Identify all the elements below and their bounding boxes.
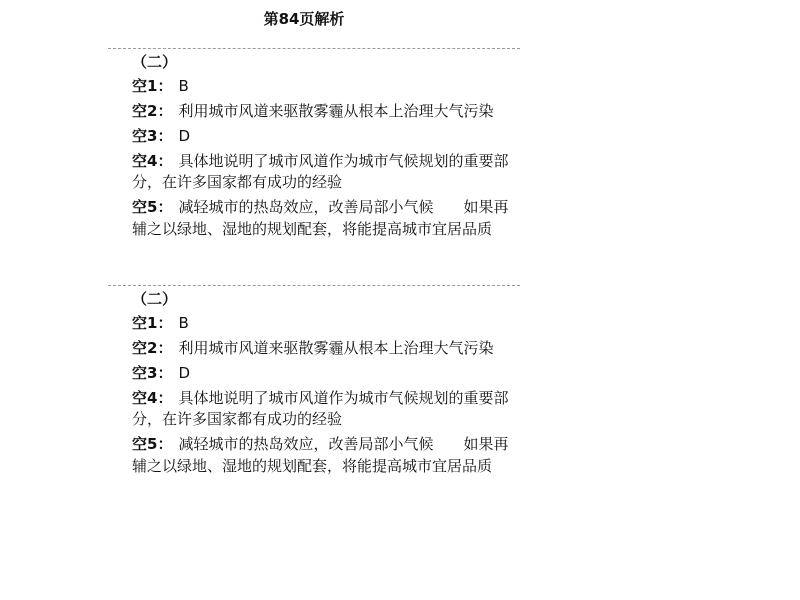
section-heading: （二）: [132, 290, 178, 308]
page-title: 第84页解析: [263, 10, 345, 28]
answer-item: [132, 388, 520, 431]
answer-separator: ：: [157, 101, 173, 120]
answer-separator: ：: [157, 338, 173, 357]
answer-text: B: [178, 76, 189, 95]
answer-label: 空5: [132, 435, 158, 453]
answer-text: 减轻城市的热岛效应，改善局部小气候 如果再辅之以绿地、湿地的规划配套，将能提高城市宜居品质: [132, 198, 509, 238]
answer-separator: ：: [157, 313, 173, 332]
answer-label: 空4: [132, 388, 158, 407]
answer-text: B: [178, 313, 189, 332]
answer-item: [132, 338, 520, 360]
section-divider: [108, 285, 520, 286]
section-divider: [108, 48, 520, 49]
answer-item: [132, 76, 520, 98]
answer-label: 空4: [132, 151, 158, 170]
answer-separator: ：: [157, 76, 173, 95]
answer-separator: ：: [157, 126, 173, 145]
answer-label: 空1: [132, 76, 158, 95]
answer-section: [108, 48, 520, 240]
answer-text: 具体地说明了城市风道作为城市气候规划的重要部分，在许多国家都有成功的经验: [132, 388, 509, 428]
answer-label: 空3: [132, 363, 158, 382]
answer-text: 具体地说明了城市风道作为城市气候规划的重要部分，在许多国家都有成功的经验: [132, 151, 509, 191]
answer-text: 利用城市风道来驱散雾霾从根本上治理大气污染: [178, 338, 494, 357]
answer-text: 利用城市风道来驱散雾霾从根本上治理大气污染: [178, 101, 494, 120]
answer-item: [132, 197, 520, 240]
answer-item: [132, 363, 520, 385]
answer-separator: ：: [157, 435, 173, 453]
answer-text: D: [178, 363, 191, 382]
answer-text: 减轻城市的热岛效应，改善局部小气候 如果再辅之以绿地、湿地的规划配套，将能提高城市宜居品质: [132, 435, 509, 475]
answer-item: [132, 126, 520, 148]
answer-label: 空2: [132, 101, 158, 120]
answer-item: [132, 434, 520, 477]
answer-separator: ：: [157, 363, 173, 382]
answer-separator: ：: [157, 198, 173, 216]
answer-label: 空1: [132, 313, 158, 332]
section-heading: （二）: [132, 53, 178, 71]
answer-separator: ：: [157, 388, 173, 407]
answer-separator: ：: [157, 151, 173, 170]
answer-item: [132, 151, 520, 194]
answer-section: [108, 285, 520, 477]
answer-item: [132, 313, 520, 335]
answer-label: 空5: [132, 198, 158, 216]
answer-item: [132, 101, 520, 123]
answer-text: D: [178, 126, 191, 145]
answer-label: 空2: [132, 338, 158, 357]
answer-label: 空3: [132, 126, 158, 145]
